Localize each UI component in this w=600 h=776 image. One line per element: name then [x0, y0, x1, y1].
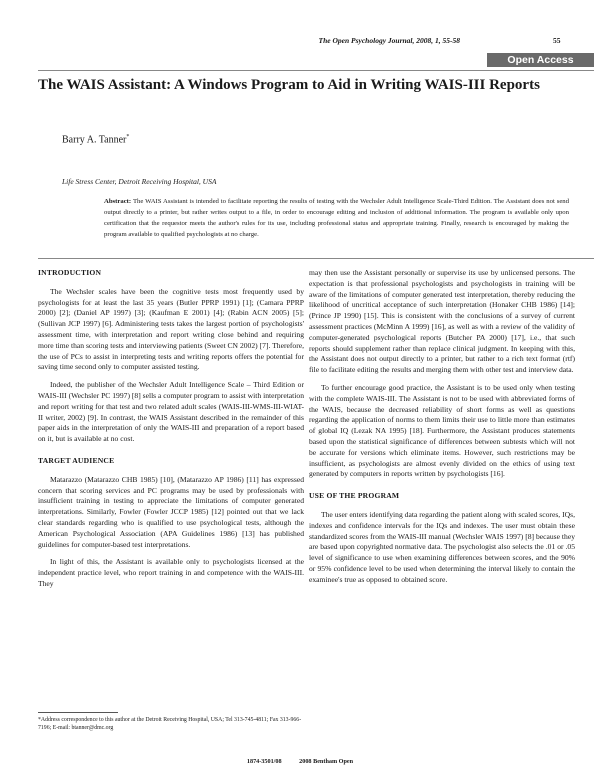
- left-column: [38, 268, 304, 597]
- author: [62, 134, 129, 145]
- target-audience-heading: TARGET AUDIENCE: [38, 455, 115, 465]
- abstract-divider: [38, 258, 594, 259]
- article-title: The WAIS Assistant: A Windows Program to Aid in Writing WAIS-III Reports: [38, 77, 540, 93]
- abstract: [104, 197, 569, 241]
- issn: 1874-3501/08: [246, 758, 282, 765]
- use-of-program-paragraph: The user enters identifying data regarding the patient along with scaled scores, IQs, indexes and confidence intervals for the IQs and indexes. The user must obtain these standardized scores from the WAIS-III manual (Wechsler WAIS 1997) [8] because they are based upon copyrighted normative data. The psychologist also selects the .01 or .05 level of significance to use when examining differences between scores, and the 90% or 95% confidence level to be used when determining the interval likely to contain the examinee's true as opposed to obtained score.: [309, 509, 575, 584]
- correspondence-footnote: *Address correspondence to this author at the Detroit Receiving Hospital, USA; Tel 313-745-4811; Fax 313-966-7196; E-mail: btanner@dmc.org: [38, 717, 302, 731]
- publisher: 2008 Bentham Open: [299, 758, 354, 765]
- page-number: 55: [553, 36, 561, 45]
- right-column: [309, 268, 575, 593]
- introduction-paragraph: The Wechsler scales have been the cognitive tests most frequently used by psychologists for at least the last 35 years (Butler PPRP 1991) [1]; (Camara PPRP 2000) [2]; (Daniel AP 1997) [3]; (Kaufman E 2001) [4]; (Rabin ACN 2005) [5]; (Sullivan JCP 1997) [6]. Administering tests takes the largest portion of psychologists' assessment time, with interpretation and report writing close behind and requiring more time than scoring tests and interviewing patients (Sweet CN 2002) [7]. Therefore, the use of PCs to assist in interpreting tests and writing reports offers the potential for saving time second only to computer assisted testing.: [38, 286, 304, 372]
- author-name: Barry A. Tanner: [62, 134, 127, 146]
- author-mark: *: [126, 134, 130, 140]
- running-head: The Open Psychology Journal, 2008, 1, 55-58: [318, 36, 460, 45]
- use-of-program-heading: USE OF THE PROGRAM: [309, 491, 400, 501]
- open-access-badge: Open Access: [487, 53, 594, 67]
- introduction-paragraph: Indeed, the publisher of the Wechsler Adult Intelligence Scale – Third Edition or WAIS-III (Wechsler PC 1997) [8] sells a computer program to assist with interpretation and report writing for that test and two related adult scales (WAIS-III-WMS-III-WIAT-II writer, 2002) [9]. In contrast, the WAIS Assistant described in the remainder of this paper aids in the interpretation of only the WAIS-III and preparation of a report based on it, but is available at no cost.: [38, 380, 304, 444]
- title-divider: [38, 70, 594, 71]
- introduction-heading: INTRODUCTION: [38, 268, 102, 277]
- affiliation: Life Stress Center, Detroit Receiving Hospital, USA: [62, 177, 217, 186]
- abstract-text: The WAIS Assistant is intended to facilitate reporting the results of testing with the Wechsler Adult Intelligence Scale-Third Edition. The Assistant does not send output directly to a printer, but rather writes output to a file, in order to encourage editing and inclusion of additional information. The program is available only upon certification that the requestor meets the author's rules for its use, including professional status and appropriate training. Finally, research is encouraged by making the program available to qualified psychologists at no charge.: [104, 198, 569, 238]
- abstract-label: Abstract:: [104, 198, 132, 205]
- page-footer: [0, 758, 600, 765]
- target-audience-paragraph: In light of this, the Assistant is available only to psychologists licensed at the independent practice level, who report training in and competence with the WAIS-III. They: [38, 557, 304, 588]
- continued-paragraph: may then use the Assistant personally or supervise its use by unlicensed persons. The expectation is that professional psychologists and psychologists in training will be aware of the limitations of computer generated test interpretation, thereby reducing the likelihood of uncritical acceptance of such interpretation (Honaker CHB 1986) [14]; (Prince JP 1990) [15]. This is consistent with the conclusions of a survey of current assessment practices (McMinn A 1999) [16], as well as with a review of the validity of computer-generated psychological reports (Butcher PA 2000) [17], i.e., that such reports should supplement rather than replace clinical judgment. In keeping with this, the Assistant does not output directly to a printer, but rather to a rich text format (rtf) file to facilitate editing the results and merging them with other test and interview data.: [309, 268, 575, 375]
- footnote-divider: [38, 712, 118, 713]
- target-audience-paragraph: Matarazzo (Matarazzo CHB 1985) [10], (Matarazzo AP 1986) [11] has expressed concern that scoring services and PC programs may be used by professionals with insufficient training in testing to appreciate the limitations of computer generated interpretations. Similarly, Fowler (Fowler JCCP 1985) [12] pointed out that we lack clear standards regarding who is qualified to use psychological tests, although the American Psychological Association (APA Guidelines 1986) [13] has published guidelines for computer-based test interpretations.: [38, 474, 304, 549]
- body-paragraph: To further encourage good practice, the Assistant is to be used only when testing with the complete WAIS-III. The Assistant is not to be used with abbreviated forms of the WAIS, because the decreased reliability of short forms as well as questions regarding the application of norms to them limits their use to little more than estimates of global IQ (Lezak NA 1995) [18]. Furthermore, the Assistant produces statements based upon the statistical significance of differences between subtests which will not be accurate for versions which eliminate items. However, such restrictions may be insufficient, as psychologists are almost evenly divided on the ethics of using text generated by computers in reports written by psychologists [16].: [309, 382, 575, 479]
